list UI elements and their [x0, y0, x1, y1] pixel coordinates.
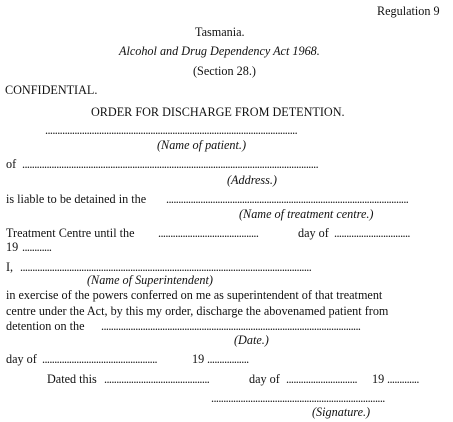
form-title: ORDER FOR DISCHARGE FROM DETENTION. — [91, 105, 345, 119]
body-text-line-2: centre under the Act, by this my order, discharge the abovenamed patient from — [6, 304, 389, 318]
section-reference: (Section 28.) — [193, 64, 256, 78]
dated-day-of-label: day of — [249, 372, 280, 386]
treatment-centre-field[interactable]: ................................................................................................... — [166, 192, 409, 206]
body-text-line-1: in exercise of the powers conferred on me as superintendent of that treatment — [6, 288, 383, 302]
day-of-label: day of — [298, 226, 329, 240]
patient-name-caption: (Name of patient.) — [157, 138, 247, 152]
of-label: of — [6, 157, 17, 171]
detained-label: is liable to be detained in the — [6, 192, 147, 206]
dated-year-prefix: 19 — [372, 372, 385, 386]
signature-field[interactable]: ....................................................................... — [211, 391, 385, 405]
act-title: Alcohol and Drug Dependency Act 1968. — [119, 44, 320, 58]
dated-month-field[interactable]: ............................. — [286, 372, 357, 386]
superintendent-name-field[interactable]: ....................................................................................................................... — [20, 260, 312, 274]
jurisdiction: Tasmania. — [195, 25, 245, 39]
day-of-field[interactable]: ............................................... — [42, 352, 158, 366]
signature-caption: (Signature.) — [312, 405, 371, 419]
regulation-number: Regulation 9 — [377, 4, 440, 18]
until-year-field[interactable]: ............ — [22, 240, 52, 254]
dated-year-field[interactable]: ............. — [387, 372, 419, 386]
address-field[interactable]: ......................................................................................................................... — [22, 157, 319, 171]
treatment-centre-caption: (Name of treatment centre.) — [239, 207, 374, 221]
detention-label: detention on the — [6, 319, 85, 333]
year-prefix: 19 — [6, 240, 19, 254]
day-of-year-field[interactable]: ................. — [207, 352, 249, 366]
dated-day-field[interactable]: ........................................... — [104, 372, 210, 386]
until-date-field[interactable]: ......................................... — [158, 226, 259, 240]
superintendent-caption: (Name of Superintendent) — [87, 273, 213, 287]
day-of-prefix: day of — [6, 352, 37, 366]
address-caption: (Address.) — [227, 173, 277, 187]
day-of-year-prefix: 19 — [192, 352, 205, 366]
confidential-label: CONFIDENTIAL. — [5, 83, 98, 97]
until-label: Treatment Centre until the — [6, 226, 135, 240]
detention-date-field[interactable]: .......................................................................................................... — [101, 319, 361, 333]
date-caption: (Date.) — [234, 333, 269, 347]
until-month-field[interactable]: ............................... — [334, 226, 410, 240]
dated-label: Dated this — [47, 372, 97, 386]
patient-name-field[interactable]: ....................................................................................................... — [45, 123, 298, 137]
i-label: I, — [6, 260, 14, 274]
